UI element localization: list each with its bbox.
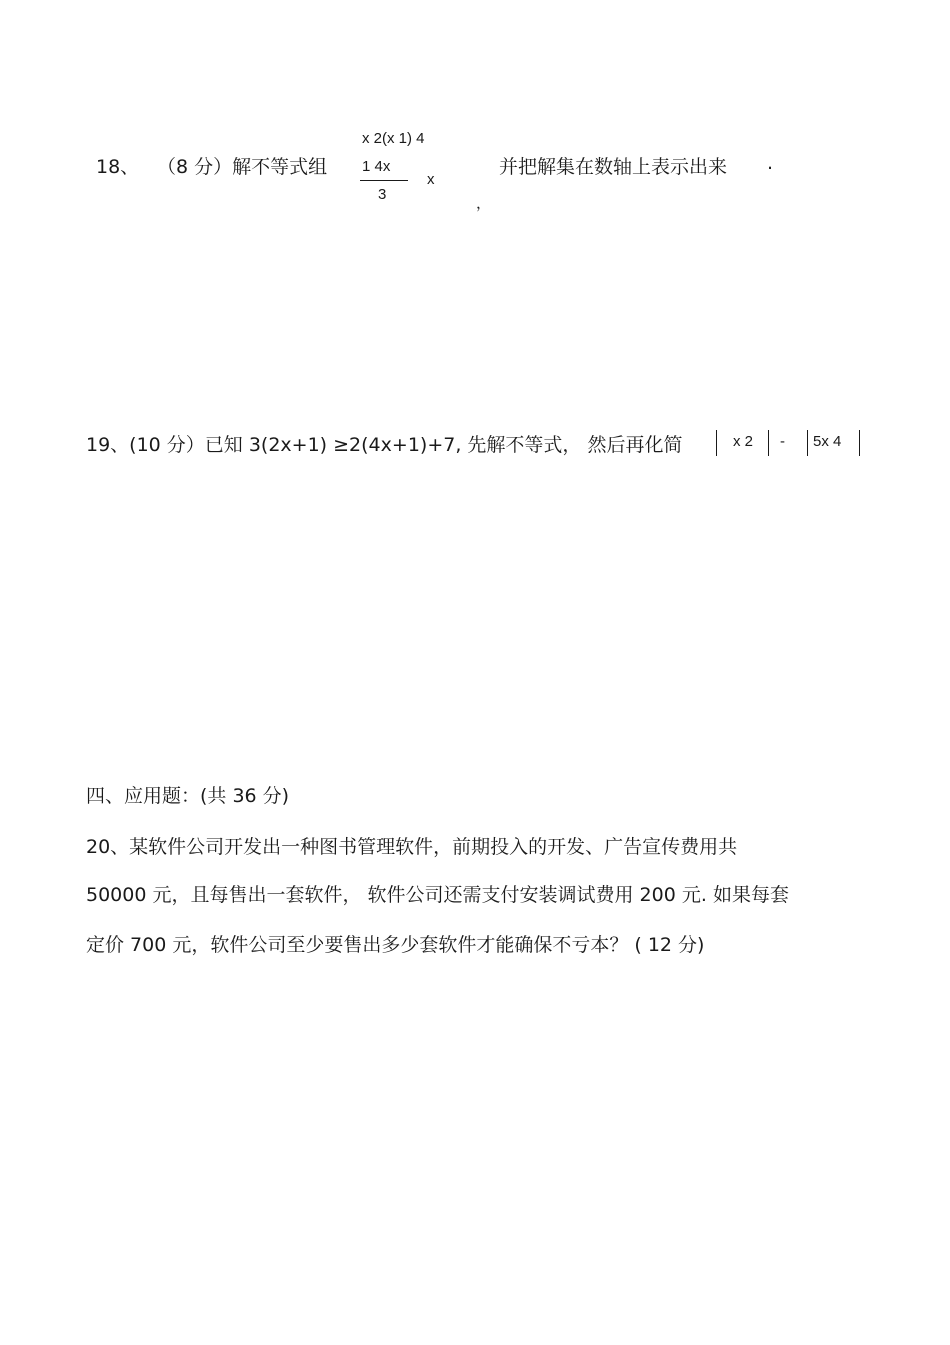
q19-abs2-expression: 5x 4 (813, 433, 842, 450)
q18-points: （8 分）解不等式组 (157, 156, 328, 178)
q19-abs1-right-bar (768, 430, 769, 456)
q19-abs2-left-bar (807, 430, 808, 456)
section-4-heading: 四、应用题：(共 36 分) (86, 785, 290, 807)
q18-comma: ， (476, 195, 492, 212)
q18-period: . (767, 152, 774, 174)
q19-abs1-expression: x 2 (733, 433, 754, 450)
q18-inequality-2-numerator: 1 4x (362, 158, 391, 175)
q19-minus: - (780, 433, 785, 450)
q18-inequality-2-denominator: 3 (378, 186, 387, 203)
q18-instruction: 并把解集在数轴上表示出来 (499, 156, 728, 178)
q19-text: 19、(10 分）已知 3(2x+1) ≥2(4x+1)+7, 先解不等式， 然后再化简 (86, 434, 683, 456)
q19-abs1-left-bar (716, 430, 717, 456)
q18-fraction-bar (360, 180, 408, 181)
q20-line-3: 定价 700 元，软件公司至少要售出多少套软件才能确保不亏本？ ( 12 分) (86, 934, 705, 956)
q20-line-1: 20、某软件公司开发出一种图书管理软件，前期投入的开发、广告宣传费用共 (86, 836, 738, 858)
q19-abs2-right-bar (859, 430, 860, 456)
q18-inequality-2-rhs: x (427, 171, 435, 188)
q18-inequality-1: x 2(x 1) 4 (362, 130, 425, 147)
q20-line-2: 50000 元，且每售出一套软件， 软件公司还需支付安装调试费用 200 元. 如果每套 (86, 884, 789, 906)
q18-number: 18、 (96, 156, 140, 178)
